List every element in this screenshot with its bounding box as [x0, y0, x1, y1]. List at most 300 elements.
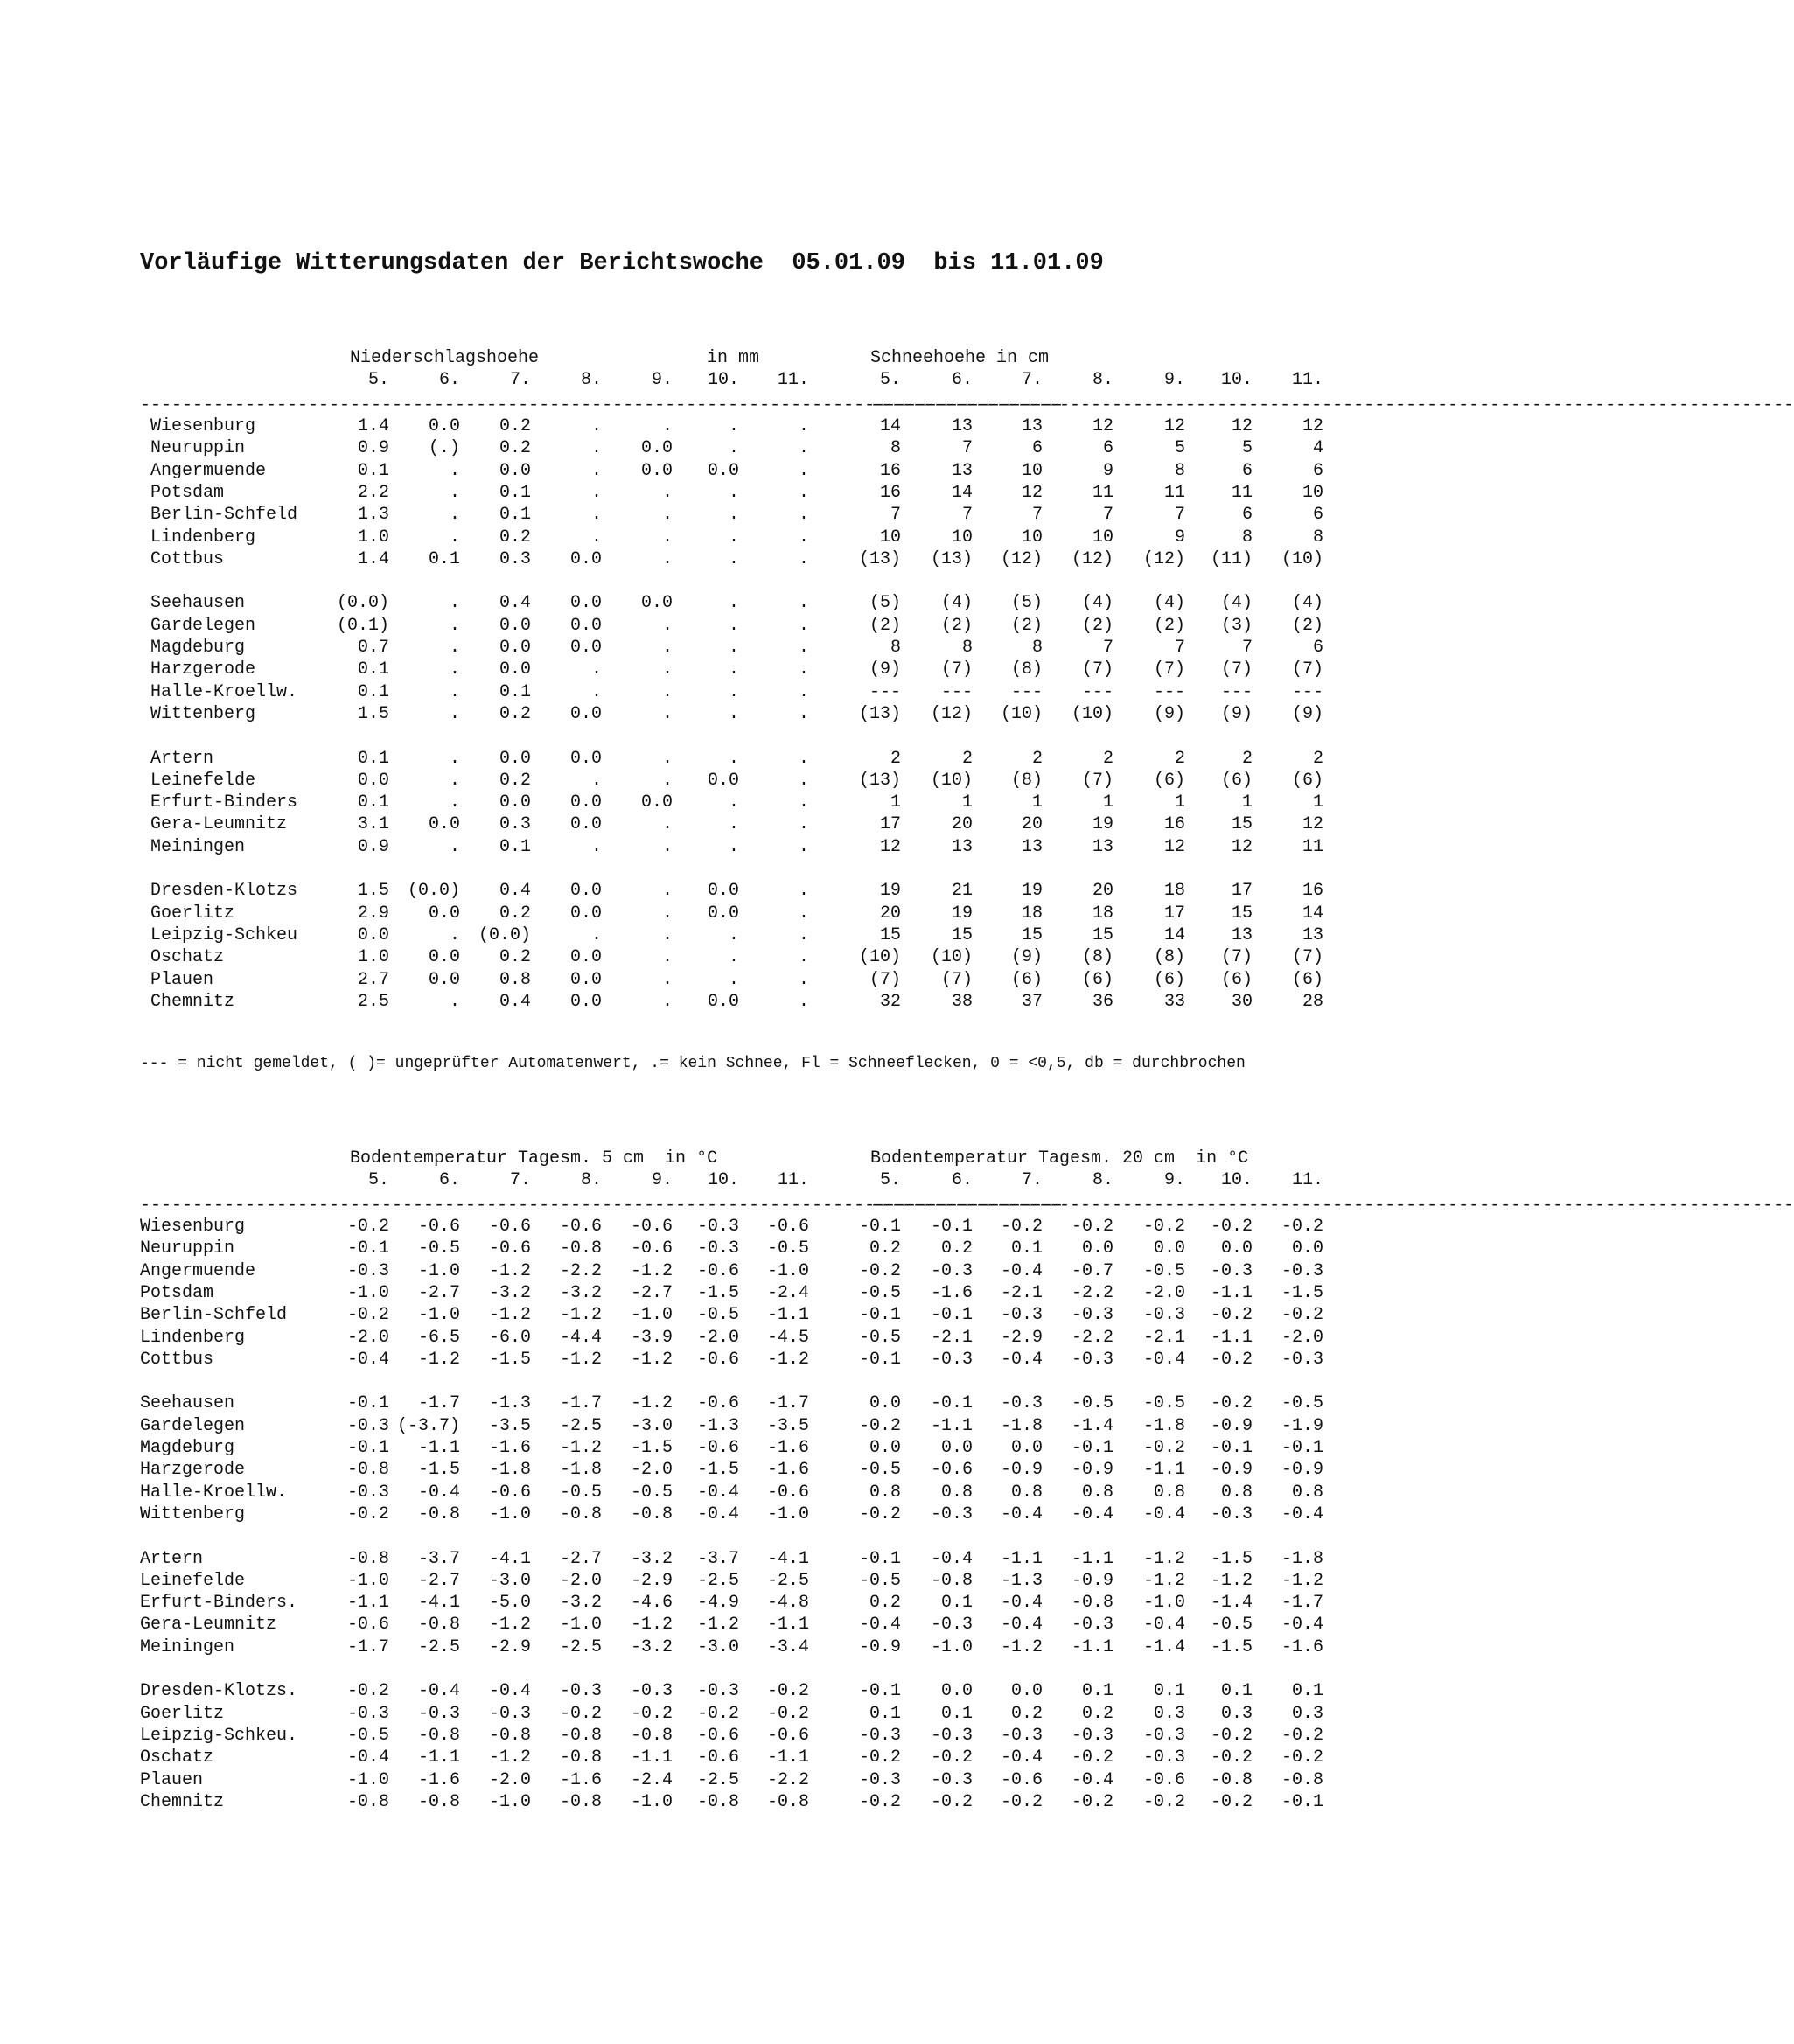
value-cell: -0.2 [1281, 1217, 1323, 1237]
value-cell: -1.7 [417, 1393, 460, 1414]
value-cell: 0.0 [569, 703, 602, 724]
value-cell: -0.4 [417, 1482, 460, 1503]
value-cell: (11) [1210, 548, 1253, 569]
value-cell: -2.2 [766, 1769, 809, 1790]
value-cell: 11 [1092, 482, 1113, 503]
value-cell: . [728, 792, 739, 813]
value-cell: 0.0 [428, 814, 460, 835]
value-cell: 0.0 [569, 593, 602, 614]
value-cell: 0.0 [499, 638, 531, 658]
value-cell: 0.3 [1153, 1703, 1185, 1724]
value-cell: -0.6 [488, 1482, 531, 1503]
value-cell: -0.4 [1000, 1615, 1043, 1636]
value-cell: . [798, 527, 809, 548]
value-cell: 20 [1092, 881, 1113, 902]
value-cell: 0.0 [428, 947, 460, 968]
value-cell: . [661, 527, 673, 548]
value-cell: 0.2 [499, 438, 531, 459]
value-cell: -1.2 [1142, 1570, 1185, 1591]
value-cell: -0.2 [858, 1748, 901, 1768]
value-cell: 0.9 [357, 836, 389, 857]
soil5-header: Bodentemperatur Tagesm. 5 cm in °C [350, 1148, 718, 1168]
value-cell: . [728, 416, 739, 436]
value-cell: -0.8 [1210, 1769, 1253, 1790]
value-cell: 0.8 [1291, 1482, 1323, 1503]
station-name: Dresden-Klotzs [150, 881, 298, 902]
value-cell: 0.2 [499, 527, 531, 548]
value-cell: -0.5 [1281, 1393, 1323, 1414]
station-name: Artern [140, 1548, 204, 1569]
value-cell: -1.1 [630, 1748, 673, 1768]
value-cell: -0.6 [766, 1217, 809, 1237]
value-cell: 0.0 [499, 659, 531, 680]
value-cell: . [590, 482, 602, 503]
value-cell: -1.3 [1000, 1570, 1043, 1591]
value-cell: . [728, 438, 739, 459]
value-cell: 1 [1102, 792, 1113, 813]
value-cell: 10 [879, 527, 901, 548]
station-name: Plauen [150, 969, 214, 990]
value-cell: (4) [1153, 593, 1185, 614]
value-cell: --- [1081, 681, 1113, 702]
value-cell: 6 [1241, 460, 1253, 481]
value-cell: 15 [1021, 924, 1043, 945]
value-cell: -1.1 [417, 1748, 460, 1768]
station-name: Cottbus [140, 1349, 214, 1370]
value-cell: 12 [1092, 416, 1113, 436]
value-cell: (7) [869, 969, 901, 990]
station-name: Gardelegen [140, 1415, 246, 1436]
value-cell: --- [940, 681, 973, 702]
value-cell: 10 [1302, 482, 1323, 503]
value-cell: -0.6 [696, 1393, 739, 1414]
day-header: 9. [1163, 1170, 1185, 1190]
value-cell: (7) [940, 659, 973, 680]
value-cell: -2.0 [1142, 1282, 1185, 1303]
value-cell: -4.4 [559, 1327, 602, 1348]
day-header: 11. [777, 1170, 809, 1190]
value-cell: -0.2 [930, 1748, 973, 1768]
value-cell: -1.1 [766, 1748, 809, 1768]
value-cell: 0.0 [428, 969, 460, 990]
value-cell: (0.0) [336, 593, 389, 614]
value-cell: -0.4 [858, 1615, 901, 1636]
value-cell: -2.1 [1000, 1282, 1043, 1303]
value-cell: 6 [1312, 638, 1323, 658]
value-cell: 0.2 [499, 947, 531, 968]
value-cell: 1 [890, 792, 901, 813]
value-cell: -1.2 [630, 1393, 673, 1414]
value-cell: -0.8 [559, 1238, 602, 1259]
value-cell: 13 [1021, 836, 1043, 857]
value-cell: 0.8 [1220, 1482, 1253, 1503]
value-cell: . [590, 659, 602, 680]
value-cell: . [798, 638, 809, 658]
day-header: 5. [367, 370, 389, 390]
value-cell: 13 [1092, 836, 1113, 857]
value-cell: -1.3 [488, 1393, 531, 1414]
value-cell: 2.7 [357, 969, 389, 990]
value-cell: -0.5 [858, 1570, 901, 1591]
value-cell: 18 [1021, 903, 1043, 924]
station-name: Leipzig-Schkeu. [140, 1725, 298, 1746]
day-header: 7. [1021, 1170, 1043, 1190]
value-cell: 1 [1031, 792, 1043, 813]
value-cell: -1.0 [346, 1282, 389, 1303]
value-cell: . [798, 947, 809, 968]
value-cell: (8) [1081, 947, 1113, 968]
value-cell: -0.9 [1281, 1460, 1323, 1481]
station-name: Goerlitz [150, 903, 235, 924]
value-cell: . [449, 615, 460, 636]
value-cell: (6) [1220, 969, 1253, 990]
value-cell: -0.2 [1000, 1791, 1043, 1812]
value-cell: 0.0 [640, 460, 673, 481]
value-cell: . [590, 438, 602, 459]
value-cell: 7 [961, 505, 973, 526]
value-cell: -3.2 [630, 1548, 673, 1569]
value-cell: -1.0 [630, 1791, 673, 1812]
value-cell: -0.2 [696, 1703, 739, 1724]
value-cell: -0.9 [1071, 1570, 1113, 1591]
value-cell: -3.0 [696, 1636, 739, 1657]
value-cell: -0.2 [1142, 1217, 1185, 1237]
value-cell: 0.0 [569, 991, 602, 1012]
value-cell: 0.1 [357, 659, 389, 680]
value-cell: 14 [879, 416, 901, 436]
value-cell: 0.0 [499, 615, 531, 636]
value-cell: 15 [1231, 814, 1253, 835]
value-cell: -0.4 [1142, 1503, 1185, 1524]
value-cell: 1.4 [357, 416, 389, 436]
value-cell: -0.8 [346, 1791, 389, 1812]
value-cell: -0.1 [1210, 1438, 1253, 1458]
value-cell: -0.6 [696, 1725, 739, 1746]
value-cell: (4) [940, 593, 973, 614]
value-cell: -1.1 [930, 1415, 973, 1436]
value-cell: . [798, 548, 809, 569]
value-cell: -0.4 [1071, 1769, 1113, 1790]
value-cell: -2.0 [1281, 1327, 1323, 1348]
value-cell: -1.5 [1281, 1282, 1323, 1303]
value-cell: -0.4 [1142, 1349, 1185, 1370]
station-name: Harzgerode [140, 1460, 246, 1481]
value-cell: 17 [1163, 903, 1185, 924]
value-cell: 0.0 [640, 593, 673, 614]
value-cell: -0.4 [1071, 1503, 1113, 1524]
value-cell: -1.2 [1210, 1570, 1253, 1591]
value-cell: -0.6 [559, 1217, 602, 1237]
legend: --- = nicht gemeldet, ( )= ungeprüfter Automatenwert, .= kein Schnee, Fl = Schneeflecken, 0 = <0,5, db = durchbrochen [140, 1055, 1246, 1072]
value-cell: (2) [869, 615, 901, 636]
value-cell: (12) [1000, 548, 1043, 569]
value-cell: 0.0 [1081, 1238, 1113, 1259]
value-cell: (6) [1153, 969, 1185, 990]
value-cell: 0.1 [428, 548, 460, 569]
value-cell: . [728, 638, 739, 658]
value-cell: -1.1 [1071, 1548, 1113, 1569]
value-cell: -0.8 [417, 1725, 460, 1746]
value-cell: 16 [879, 460, 901, 481]
value-cell: (.) [428, 438, 460, 459]
station-name: Lindenberg [140, 1327, 246, 1348]
value-cell: . [449, 924, 460, 945]
value-cell: . [449, 527, 460, 548]
value-cell: 13 [951, 416, 973, 436]
station-name: Gardelegen [150, 615, 256, 636]
value-cell: 0.0 [569, 748, 602, 769]
value-cell: 0.4 [499, 593, 531, 614]
value-cell: 36 [1092, 991, 1113, 1012]
value-cell: . [798, 792, 809, 813]
value-cell: -0.8 [417, 1791, 460, 1812]
value-cell: -0.8 [488, 1725, 531, 1746]
day-header: 5. [367, 1170, 389, 1190]
value-cell: 0.1 [1153, 1681, 1185, 1702]
value-cell: (10) [930, 947, 973, 968]
value-cell: (5) [869, 593, 901, 614]
value-cell: -0.1 [346, 1238, 389, 1259]
precip-unit: in mm [707, 348, 760, 368]
value-cell: (10) [858, 947, 901, 968]
value-cell: 0.4 [499, 881, 531, 902]
value-cell: 2 [961, 748, 973, 769]
value-cell: (13) [858, 548, 901, 569]
value-cell: 7 [1174, 505, 1185, 526]
value-cell: 0.0 [569, 947, 602, 968]
day-header: 8. [1092, 1170, 1113, 1190]
value-cell: -0.4 [1281, 1615, 1323, 1636]
value-cell: 12 [1163, 416, 1185, 436]
station-name: Lindenberg [150, 527, 256, 548]
day-header: 11. [1291, 370, 1323, 390]
value-cell: -0.3 [1071, 1615, 1113, 1636]
value-cell: -0.6 [930, 1460, 973, 1481]
value-cell: -3.0 [630, 1415, 673, 1436]
value-cell: -0.3 [417, 1703, 460, 1724]
value-cell: 8 [1031, 638, 1043, 658]
value-cell: 0.0 [569, 638, 602, 658]
value-cell: (9) [1010, 947, 1043, 968]
value-cell: . [798, 615, 809, 636]
value-cell: -0.1 [930, 1217, 973, 1237]
station-name: Chemnitz [150, 991, 235, 1012]
value-cell: (0.0) [478, 924, 531, 945]
value-cell: -4.8 [766, 1593, 809, 1614]
day-header: 5. [879, 1170, 901, 1190]
value-cell: . [661, 770, 673, 791]
value-cell: 0.3 [1291, 1703, 1323, 1724]
value-cell: -0.8 [417, 1615, 460, 1636]
value-cell: (7) [1081, 770, 1113, 791]
value-cell: 0.0 [569, 814, 602, 835]
value-cell: -0.2 [858, 1260, 901, 1281]
value-cell: 12 [1163, 836, 1185, 857]
value-cell: (7) [1220, 659, 1253, 680]
value-cell: 0.0 [428, 416, 460, 436]
value-cell: -0.2 [1210, 1393, 1253, 1414]
value-cell: . [798, 924, 809, 945]
value-cell: -3.0 [488, 1570, 531, 1591]
value-cell: -0.4 [1000, 1349, 1043, 1370]
station-name: Cottbus [150, 548, 225, 569]
value-cell: 13 [1231, 924, 1253, 945]
value-cell: . [661, 615, 673, 636]
value-cell: . [449, 703, 460, 724]
value-cell: . [728, 924, 739, 945]
value-cell: -0.7 [1071, 1260, 1113, 1281]
value-cell: -1.6 [1281, 1636, 1323, 1657]
value-cell: --- [1220, 681, 1253, 702]
value-cell: -1.5 [630, 1438, 673, 1458]
value-cell: 0.2 [869, 1593, 901, 1614]
day-header: 10. [707, 1170, 739, 1190]
value-cell: -0.3 [1142, 1305, 1185, 1326]
value-cell: 2 [1241, 748, 1253, 769]
value-cell: 0.3 [1220, 1703, 1253, 1724]
value-cell: -1.4 [1071, 1415, 1113, 1436]
value-cell: 0.2 [1081, 1703, 1113, 1724]
value-cell: . [449, 593, 460, 614]
page-title: Vorläufige Witterungsdaten der Berichtswoche 05.01.09 bis 11.01.09 [140, 250, 1104, 276]
value-cell: 32 [879, 991, 901, 1012]
value-cell: . [728, 527, 739, 548]
value-cell: -1.5 [417, 1460, 460, 1481]
value-cell: . [798, 881, 809, 902]
value-cell: -2.7 [417, 1282, 460, 1303]
value-cell: . [798, 748, 809, 769]
value-cell: 0.0 [940, 1438, 973, 1458]
value-cell: . [798, 969, 809, 990]
value-cell: (4) [1291, 593, 1323, 614]
value-cell: 0.2 [869, 1238, 901, 1259]
value-cell: 0.0 [1220, 1238, 1253, 1259]
value-cell: -0.8 [1281, 1769, 1323, 1790]
value-cell: -0.2 [1210, 1725, 1253, 1746]
value-cell: -0.3 [1142, 1748, 1185, 1768]
day-header: 7. [509, 1170, 531, 1190]
value-cell: 12 [1231, 416, 1253, 436]
value-cell: -3.7 [696, 1548, 739, 1569]
value-cell: -4.1 [417, 1593, 460, 1614]
value-cell: 14 [1163, 924, 1185, 945]
value-cell: 13 [1302, 924, 1323, 945]
value-cell: -0.3 [1000, 1725, 1043, 1746]
value-cell: 0.1 [1220, 1681, 1253, 1702]
value-cell: -2.5 [696, 1769, 739, 1790]
value-cell: 2 [890, 748, 901, 769]
value-cell: -0.8 [696, 1791, 739, 1812]
value-cell: 0.3 [499, 814, 531, 835]
station-name: Neuruppin [140, 1238, 235, 1259]
value-cell: -4.9 [696, 1593, 739, 1614]
value-cell: . [449, 505, 460, 526]
value-cell: . [661, 924, 673, 945]
value-cell: 14 [951, 482, 973, 503]
value-cell: 1.4 [357, 548, 389, 569]
value-cell: 11 [1302, 836, 1323, 857]
value-cell: -0.9 [1210, 1460, 1253, 1481]
value-cell: 0.0 [1153, 1238, 1185, 1259]
value-cell: -0.9 [1000, 1460, 1043, 1481]
value-cell: -1.1 [1210, 1327, 1253, 1348]
value-cell: -0.4 [1000, 1748, 1043, 1768]
value-cell: 5 [1174, 438, 1185, 459]
value-cell: -0.3 [1210, 1260, 1253, 1281]
station-name: Oschatz [140, 1748, 214, 1768]
value-cell: . [590, 527, 602, 548]
value-cell: -1.3 [696, 1415, 739, 1436]
value-cell: -1.8 [488, 1460, 531, 1481]
value-cell: -2.2 [1071, 1327, 1113, 1348]
value-cell: -1.2 [488, 1748, 531, 1768]
value-cell: -0.6 [488, 1238, 531, 1259]
value-cell: (7) [1081, 659, 1113, 680]
value-cell: . [798, 681, 809, 702]
value-cell: 0.2 [499, 770, 531, 791]
value-cell: (5) [1010, 593, 1043, 614]
value-cell: -0.6 [766, 1725, 809, 1746]
value-cell: -0.8 [559, 1725, 602, 1746]
value-cell: (7) [1220, 947, 1253, 968]
value-cell: 16 [1163, 814, 1185, 835]
value-cell: 0.0 [499, 792, 531, 813]
value-cell: -2.9 [1000, 1327, 1043, 1348]
value-cell: -1.6 [559, 1769, 602, 1790]
value-cell: . [661, 991, 673, 1012]
value-cell: -1.0 [559, 1615, 602, 1636]
value-cell: -0.8 [559, 1503, 602, 1524]
value-cell: -0.8 [346, 1548, 389, 1569]
value-cell: -0.3 [1000, 1305, 1043, 1326]
value-cell: 8 [1174, 460, 1185, 481]
value-cell: -6.5 [417, 1327, 460, 1348]
value-cell: -2.5 [696, 1570, 739, 1591]
value-cell: 2 [1312, 748, 1323, 769]
value-cell: -1.0 [346, 1570, 389, 1591]
value-cell: 10 [1021, 527, 1043, 548]
value-cell: 16 [879, 482, 901, 503]
value-cell: -0.5 [346, 1725, 389, 1746]
value-cell: -0.3 [630, 1681, 673, 1702]
value-cell: 0.1 [499, 681, 531, 702]
value-cell: 11 [1163, 482, 1185, 503]
value-cell: -1.2 [630, 1615, 673, 1636]
value-cell: . [728, 814, 739, 835]
value-cell: -0.5 [766, 1238, 809, 1259]
value-cell: 1.0 [357, 947, 389, 968]
value-cell: -0.3 [930, 1260, 973, 1281]
value-cell: -1.2 [488, 1615, 531, 1636]
value-cell: 2 [1102, 748, 1113, 769]
station-name: Magdeburg [140, 1438, 235, 1458]
precip-rule: ---------------------------------------------------------------------------------------- [140, 395, 1065, 415]
value-cell: -0.2 [630, 1703, 673, 1724]
value-cell: -0.1 [1071, 1438, 1113, 1458]
precip-header: Niederschlagshoehe [350, 348, 540, 368]
value-cell: -0.2 [1210, 1305, 1253, 1326]
value-cell: -0.3 [1071, 1349, 1113, 1370]
value-cell: -0.4 [417, 1681, 460, 1702]
value-cell: . [661, 903, 673, 924]
value-cell: -1.1 [346, 1593, 389, 1614]
value-cell: . [798, 460, 809, 481]
value-cell: -0.2 [1142, 1791, 1185, 1812]
value-cell: -0.2 [346, 1681, 389, 1702]
value-cell: 7 [1241, 638, 1253, 658]
value-cell: 2 [1174, 748, 1185, 769]
value-cell: 4 [1312, 438, 1323, 459]
